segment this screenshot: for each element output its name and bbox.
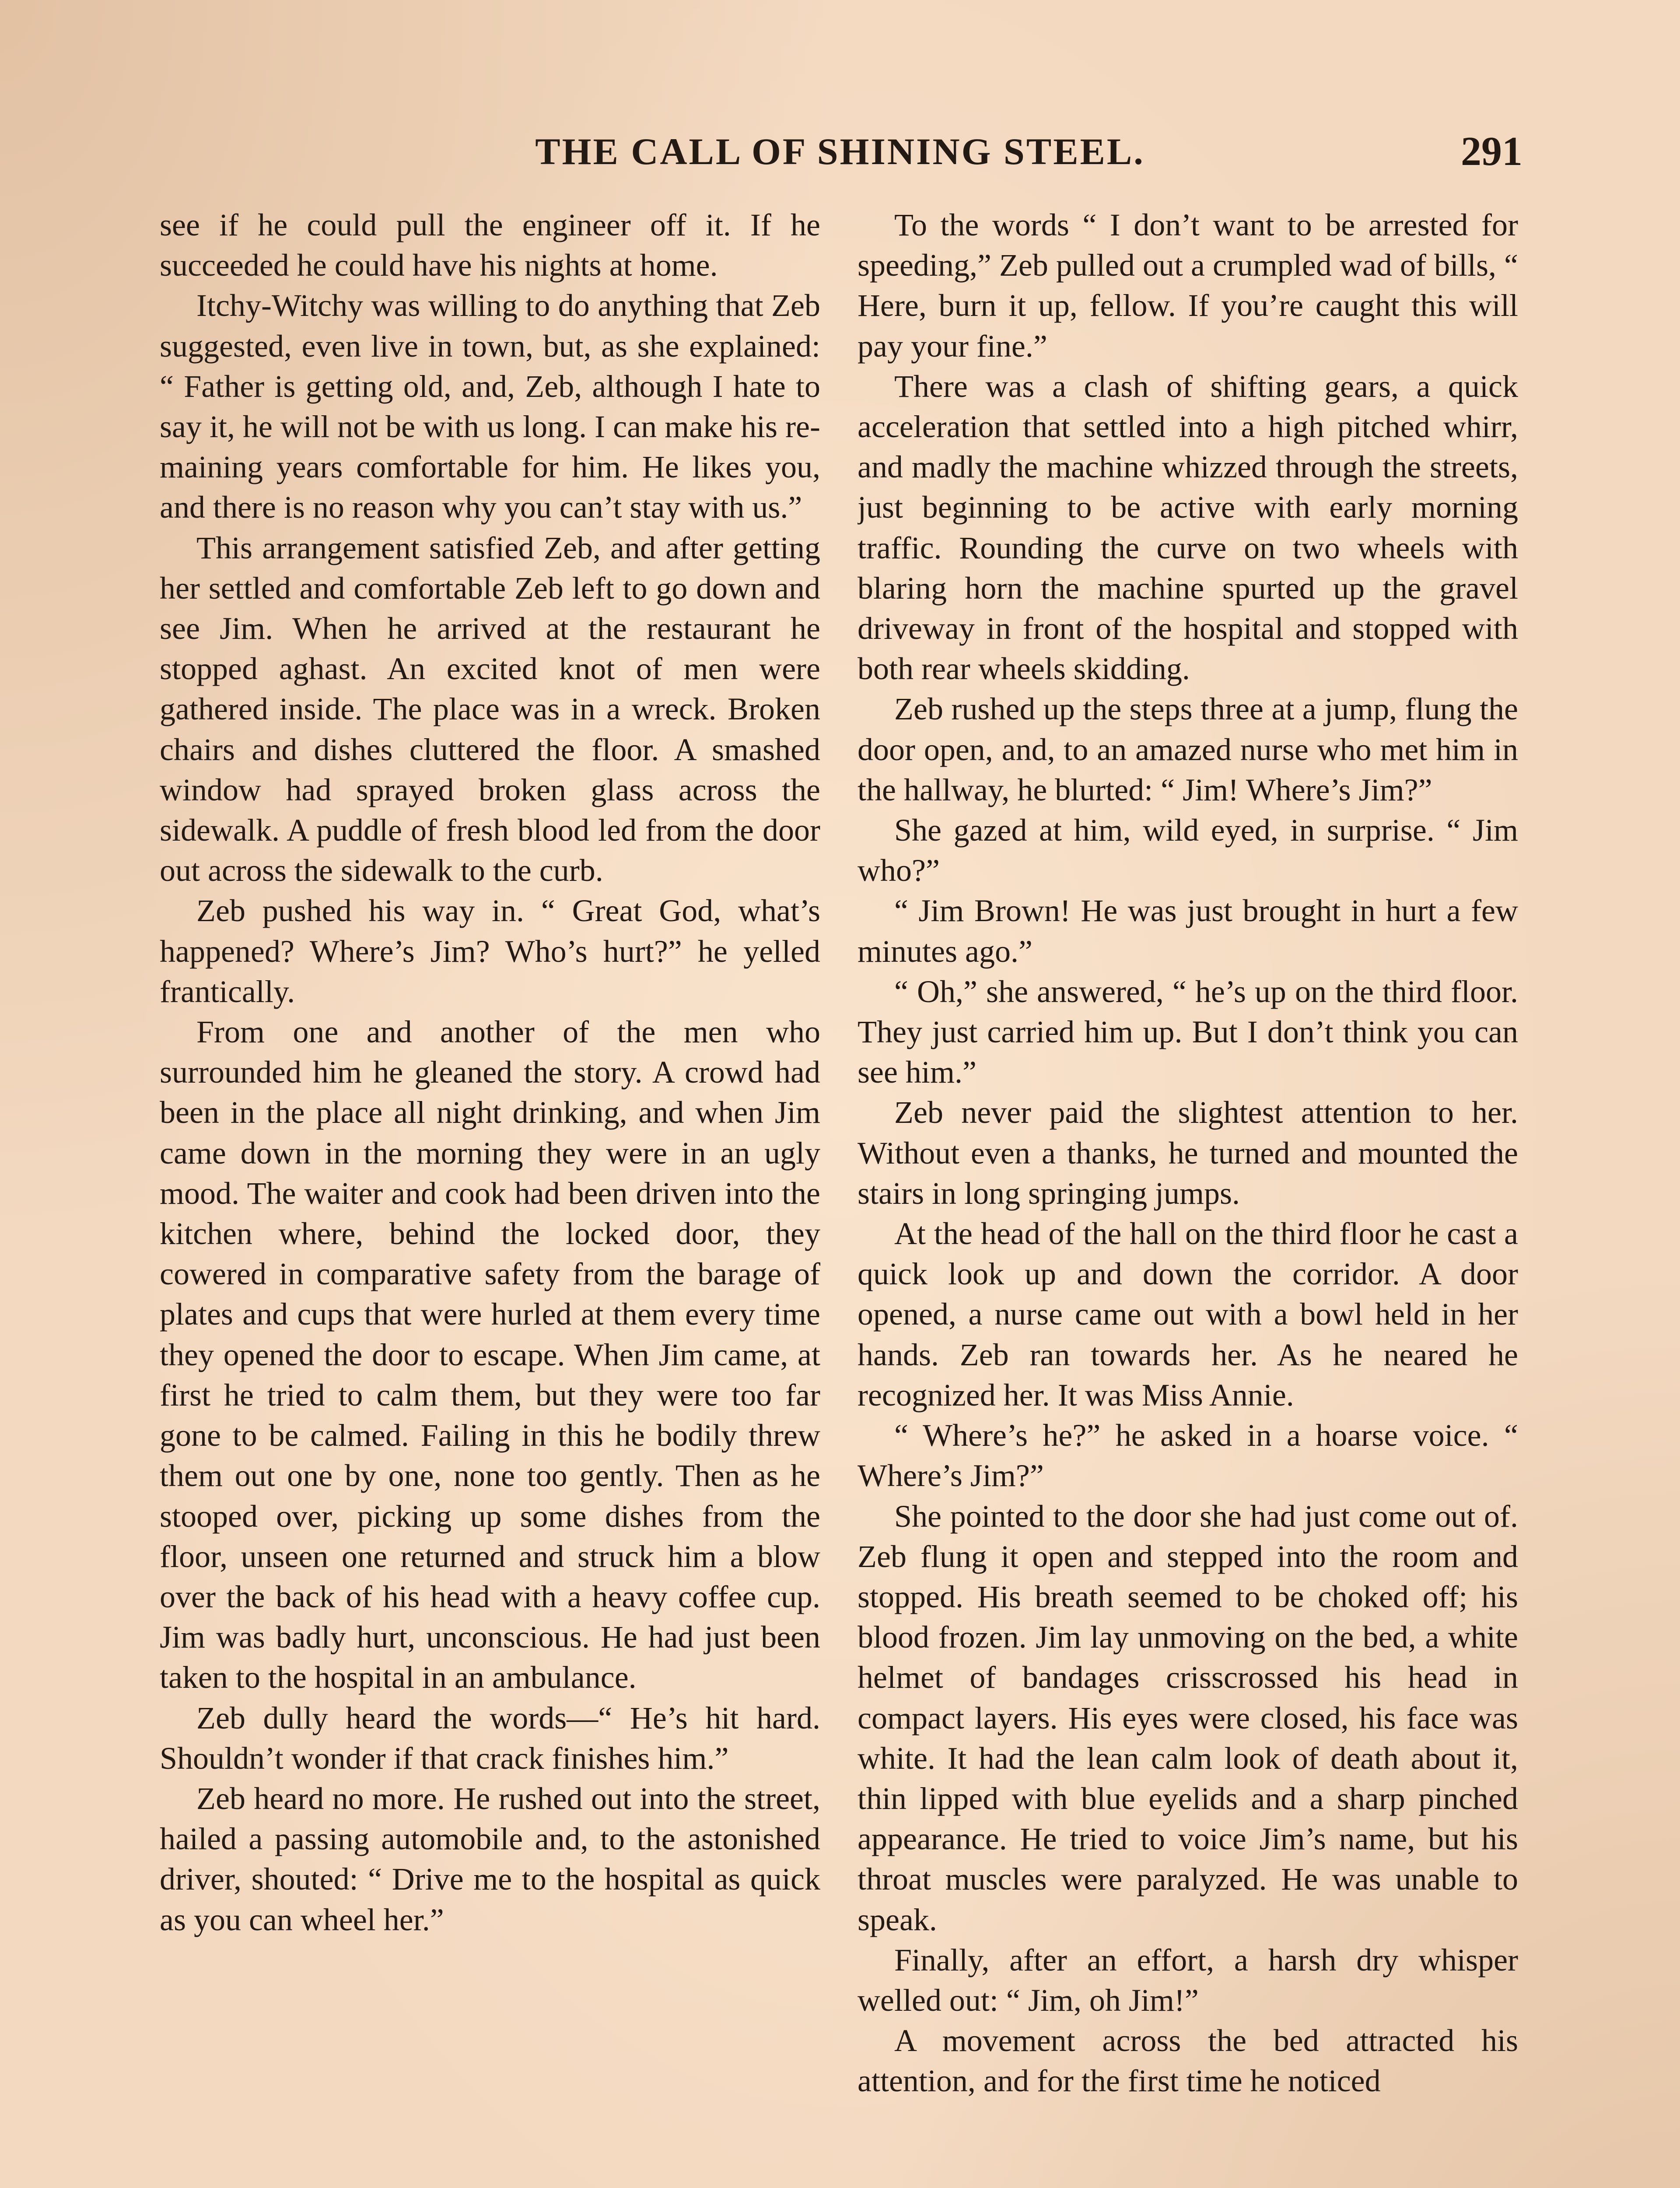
paragraph: “ Jim Brown! He was just brought in hurt a few minutes ago.” xyxy=(858,893,1518,969)
running-title: THE CALL OF SHINING STEEL. xyxy=(535,130,1145,172)
paragraph: Finally, after an effort, a harsh dry whisper welled out: “ Jim, oh Jim!” xyxy=(858,1942,1518,2018)
page-number: 291 xyxy=(1461,129,1522,174)
paragraph: Zeb never paid the slightest attention to her. Without even a thanks, he turned and mounted the stairs in long springing jumps. xyxy=(858,1095,1518,1211)
paragraph: This arrangement satisfied Zeb, and after getting her settled and comfortable Zeb left to go down and see Jim. When he arrived at the restaurant he stopped aghast. An excited knot of men were gathered inside. The place was in a wreck. Broken chairs and dishes cluttered the floor. A smashed window had sprayed broken glass across the sidewalk. A puddle of fresh blood led from the door out across the sidewalk to the curb. xyxy=(160,530,820,888)
paragraph: Zeb dully heard the words—“ He’s hit hard. Shouldn’t wonder if that crack finishes him.” xyxy=(160,1700,820,1776)
paragraph: Zeb pushed his way in. “ Great God, what’s happened? Where’s Jim? Who’s hurt?” he yelled frantically. xyxy=(160,893,820,1009)
left-column xyxy=(160,205,820,2188)
paragraph: There was a clash of shifting gears, a quick acceleration that settled into a high pitched whirr, and madly the machine whizzed through the streets, just beginning to be active with early morning traffic. Rounding the curve on two wheels with blaring horn the machine spurted up the gravel driveway in front of the hospital and stopped with both rear wheels skidding. xyxy=(858,368,1518,687)
paragraph: From one and another of the men who surrounded him he gleaned the story. A crowd had been in the place all night drinking, and when Jim came down in the morning they were in an ugly mood. The waiter and cook had been driven into the kitchen where, behind the locked door, they cowered in comparative safety from the barage of plates and cups that were hurled at them every time they opened the door to escape. When Jim came, at first he tried to calm them, but they were too far gone to be calmed. Failing in this he bodily threw them out one by one, none too gently. Then as he stooped over, picking up some dishes from the floor, unseen one returned and struck him a blow over the back of his head with a heavy coffee cup. Jim was badly hurt, unconscious. He had just been taken to the hospital in an ambulance. xyxy=(160,1014,820,1695)
paragraph: see if he could pull the engineer off it. If he succeeded he could have his nights at home. xyxy=(160,207,820,283)
paragraph: “ Where’s he?” he asked in a hoarse voice. “ Where’s Jim?” xyxy=(858,1418,1518,1494)
paragraph: She pointed to the door she had just come out of. Zeb flung it open and stepped into the room and stopped. His breath seemed to be choked off; his blood frozen. Jim lay unmoving on the bed, a white helmet of bandages crisscrossed his head in compact layers. His eyes were closed, his face was white. It had the lean calm look of death about it, thin lipped with blue eyelids and a sharp pinched appearance. He tried to voice Jim’s name, but his throat muscles were paralyzed. He was unable to speak. xyxy=(858,1498,1518,1937)
paragraph: Itchy-Witchy was willing to do anything that Zeb suggested, even live in town, but, as she explained: “ Father is getting old, and, Zeb, although I hate to say it, he will not be with us long. I can make his remaining years comfortable for him. He likes you, and there is no reason why you can’t stay with us.” xyxy=(160,288,820,525)
paragraph: Zeb rushed up the steps three at a jump, flung the door open, and, to an amazed nurse who met him in the hallway, he blurted: “ Jim! Where’s Jim?” xyxy=(858,691,1518,807)
paragraph: “ Oh,” she answered, “ he’s up on the third floor. They just carried him up. But I don’t think you can see him.” xyxy=(858,974,1518,1090)
page-header xyxy=(158,130,1522,178)
paragraph: She gazed at him, wild eyed, in surprise. “ Jim who?” xyxy=(858,813,1518,888)
paragraph: Zeb heard no more. He rushed out into the street, hailed a passing automobile and, to the astonished driver, shouted: “ Drive me to the hospital as quick as you can wheel her.” xyxy=(160,1781,820,1937)
paragraph: A movement across the bed attracted his attention, and for the first time he noticed xyxy=(858,2023,1518,2099)
paragraph: To the words “ I don’t want to be arrested for speeding,” Zeb pulled out a crumpled wad of bills, “ Here, burn it up, fellow. If you’re caught this will pay your fine.” xyxy=(858,207,1518,364)
right-column xyxy=(858,205,1518,2188)
paragraph: At the head of the hall on the third floor he cast a quick look up and down the corridor. A door opened, a nurse came out with a bowl held in her hands. Zeb ran towards her. As he neared he recognized her. It was Miss Annie. xyxy=(858,1216,1518,1413)
